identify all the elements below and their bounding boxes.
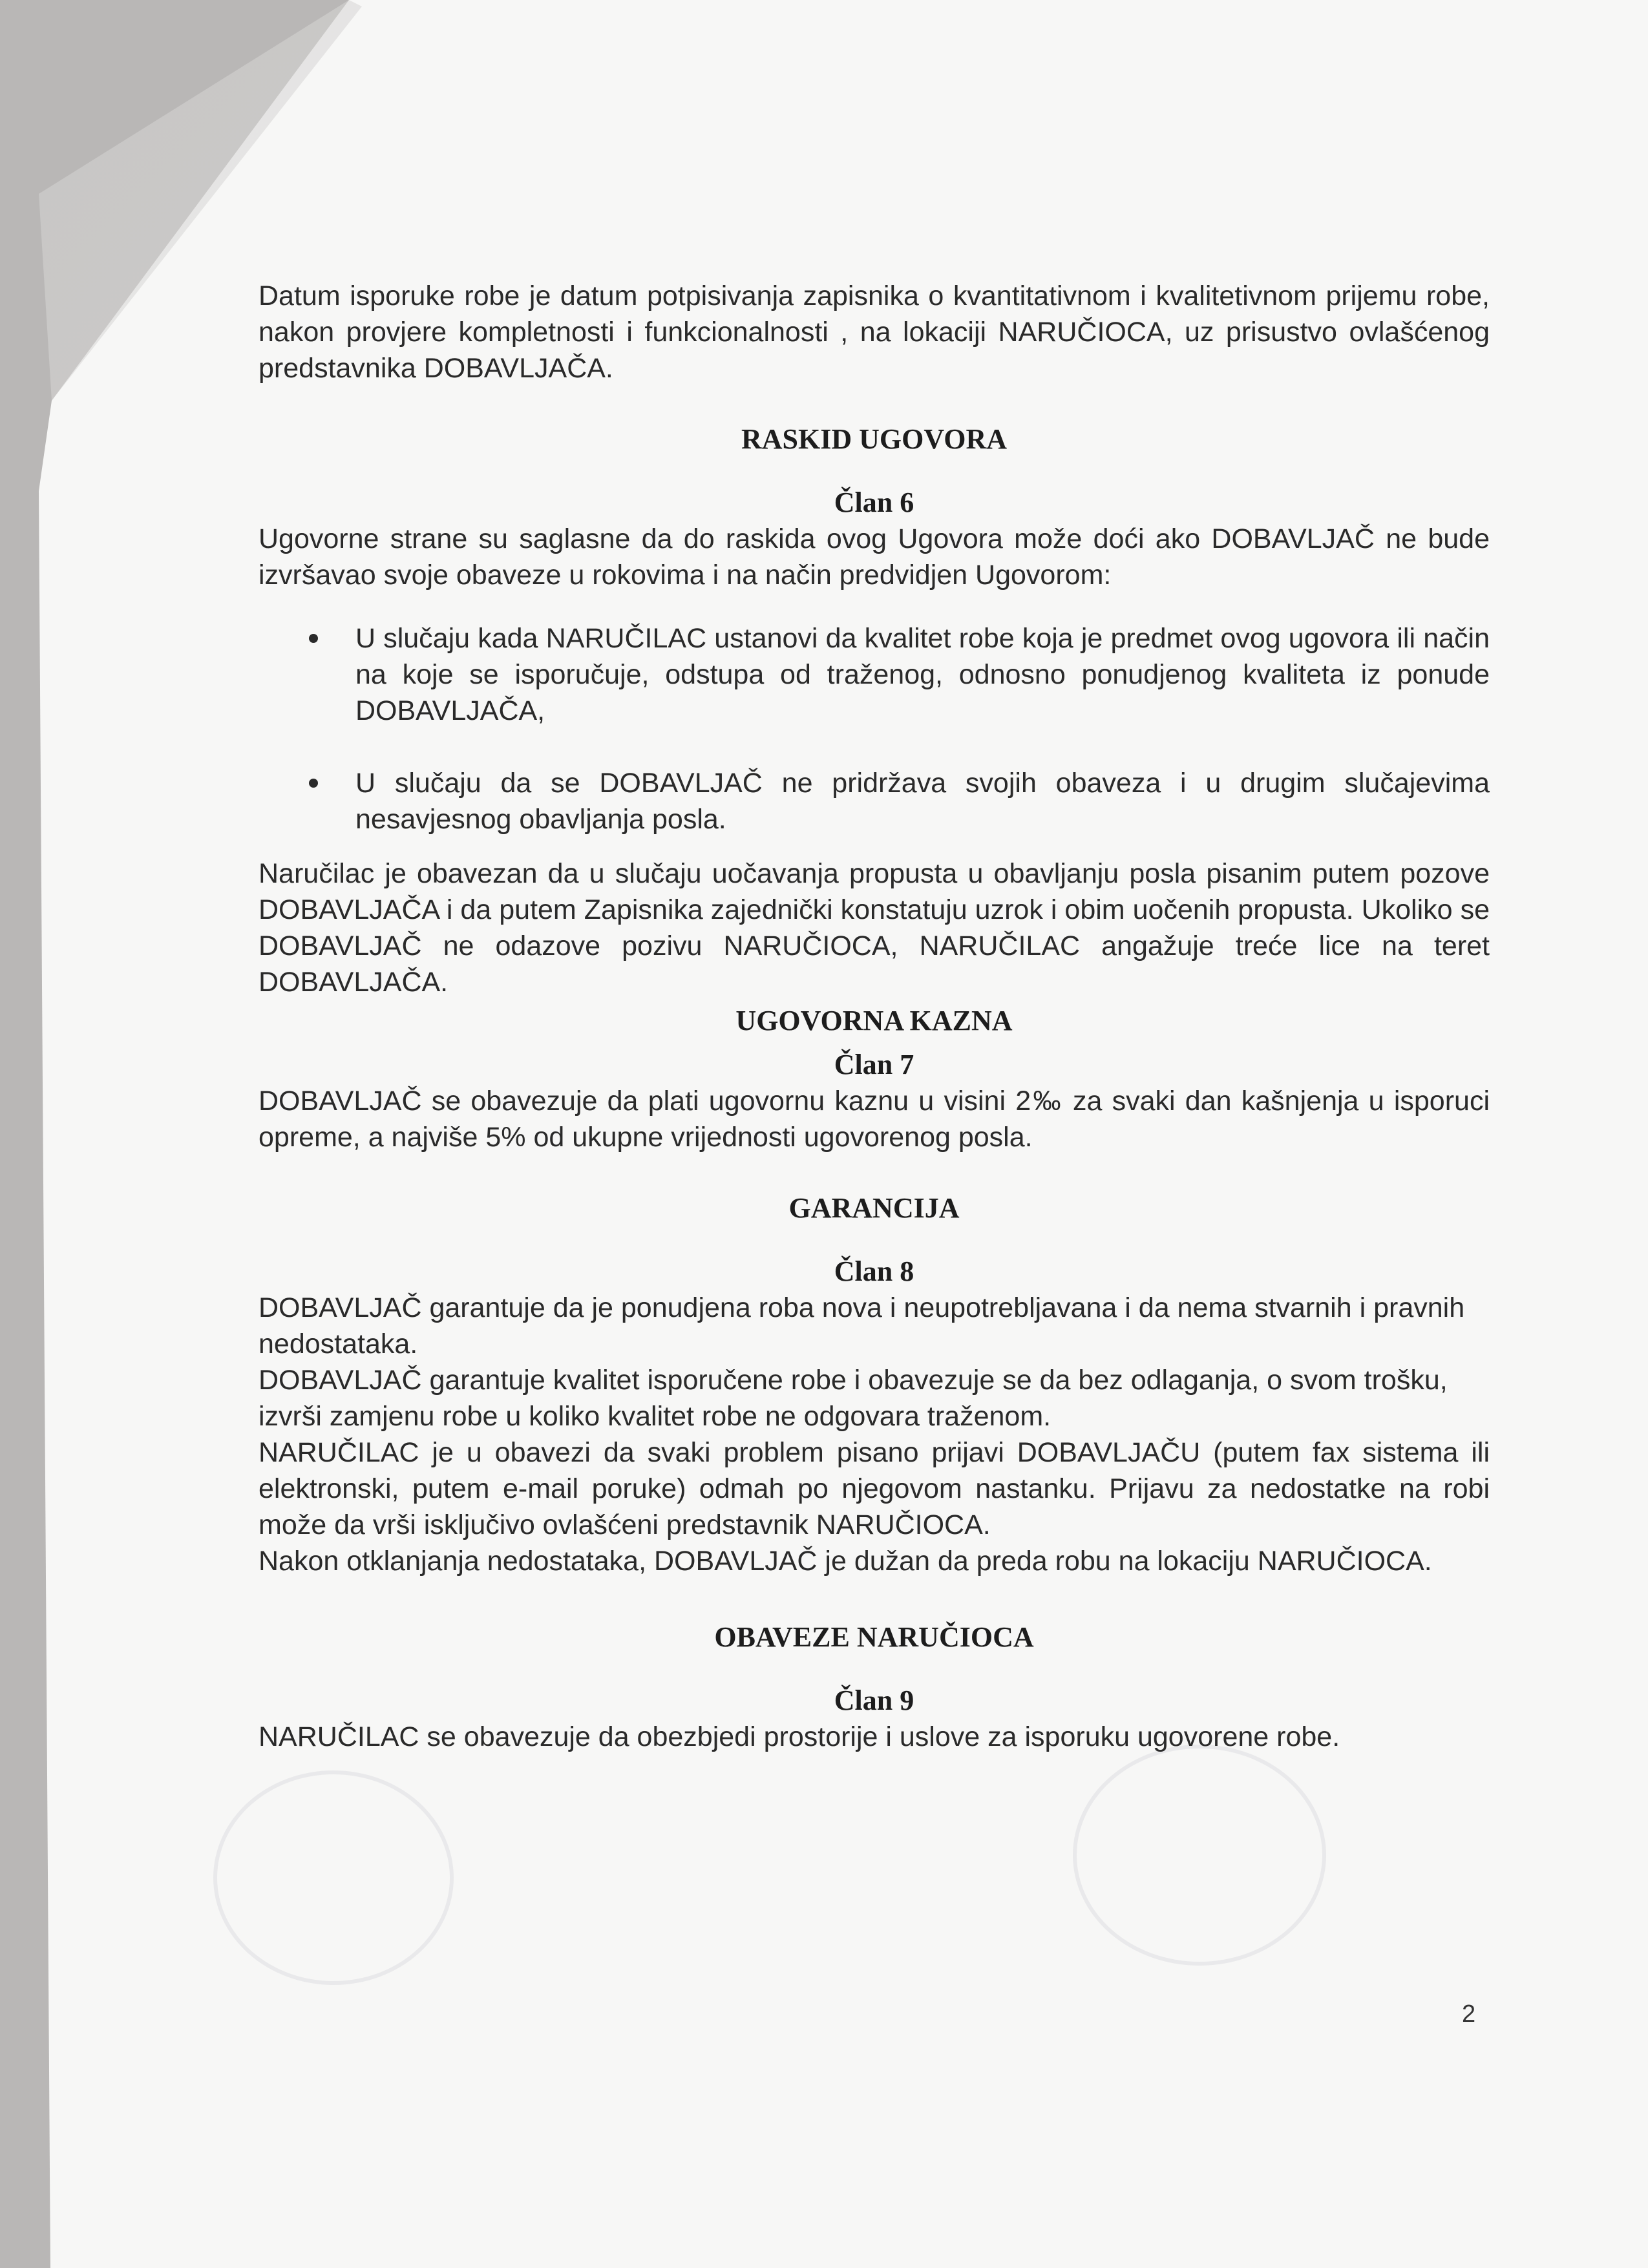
article-7-title: Član 7 [834, 1049, 914, 1080]
list-item-text: U slučaju kada NARUČILAC ustanovi da kvalitet robe koja je predmet ovog ugovora ili način na koje se isporučuje, odstupa od traženog, odnosno ponudjenog kvaliteta iz ponude DOBAVLJAČA, [355, 623, 1490, 726]
page-number: 2 [1462, 2000, 1476, 2028]
list-item [259, 765, 1490, 837]
article-8-paragraph: DOBAVLJAČ garantuje da je ponudjena roba nova i neupotrebljavana i da nema stvarnih i pravnih nedostataka. [259, 1292, 1465, 1360]
article-9-text: NARUČILAC se obavezuje da obezbjedi prostorije i uslove za isporuku ugovorene robe. [259, 1721, 1340, 1752]
article-6-title: Član 6 [834, 487, 914, 518]
article-7-text: DOBAVLJAČ se obavezuje da plati ugovornu kaznu u visini 2‰ za svaki dan kašnjenja u isporuci opreme, a najviše 5% od ukupne vrijednosti ugovorenog posla. [259, 1086, 1490, 1153]
list-item-text: U slučaju da se DOBAVLJAČ ne pridržava svojih obaveza i u drugim slučajevima nesavjesnog obavljanja posla. [355, 768, 1490, 835]
article-8-paragraph: DOBAVLJAČ garantuje kvalitet isporučene robe i obavezuje se da bez odlaganja, o svom trošku, izvrši zamjenu robe u koliko kvalitet robe ne odgovara traženom. [259, 1365, 1448, 1432]
article-6-closing: Naručilac je obavezan da u slučaju uočavanja propusta u obavljanju posla pisanim putem pozove DOBAVLJAČA i da putem Zapisnika zajednički konstatuju uzrok i obim uočenih propusta. Ukoliko se DOBAVLJAČ ne odazove pozivu NARUČIOCA, NARUČILAC angažuje treće lice na teret DOBAVLJAČA. [259, 858, 1490, 998]
section-heading-raskid: RASKID UGOVORA [741, 423, 1008, 455]
termination-conditions-list [259, 620, 1490, 837]
bleed-through-stamp-right [1073, 1745, 1326, 1966]
article-6-text: Ugovorne strane su saglasne da do raskida ovog Ugovora može doći ako DOBAVLJAČ ne bude izvršavao svoje obaveze u rokovima i na način predvidjen Ugovorom: [259, 523, 1490, 591]
section-heading-obaveze: OBAVEZE NARUČIOCA [714, 1621, 1034, 1653]
intro-paragraph: Datum isporuke robe je datum potpisivanja zapisnika o kvantitativnom i kvalitetivnom prijemu robe, nakon provjere kompletnosti i funkcionalnosti , na lokaciji NARUČIOCA, uz prisustvo ovlašćenog predstavnika DOBAVLJAČA. [259, 280, 1490, 384]
section-heading-kazna: UGOVORNA KAZNA [735, 1005, 1013, 1036]
document-body [259, 278, 1490, 1755]
section-heading-garancija: GARANCIJA [788, 1192, 960, 1224]
bullet-icon [309, 634, 318, 643]
bleed-through-stamp-left [213, 1770, 454, 1985]
article-8-paragraph: Nakon otklanjanja nedostataka, DOBAVLJAČ je dužan da preda robu na lokaciju NARUČIOCA. [259, 1546, 1432, 1577]
article-8-paragraph: NARUČILAC je u obavezi da svaki problem pisano prijavi DOBAVLJAČU (putem fax sistema ili elektronski, putem e-mail poruke) odmah po njegovom nastanku. Prijavu za nedostatke na robi može da vrši isključivo ovlašćeni predstavnik NARUČIOCA. [259, 1437, 1490, 1540]
article-8-title: Član 8 [834, 1255, 914, 1287]
article-9-title: Član 9 [834, 1685, 914, 1716]
list-item [259, 620, 1490, 729]
bullet-icon [309, 779, 318, 788]
